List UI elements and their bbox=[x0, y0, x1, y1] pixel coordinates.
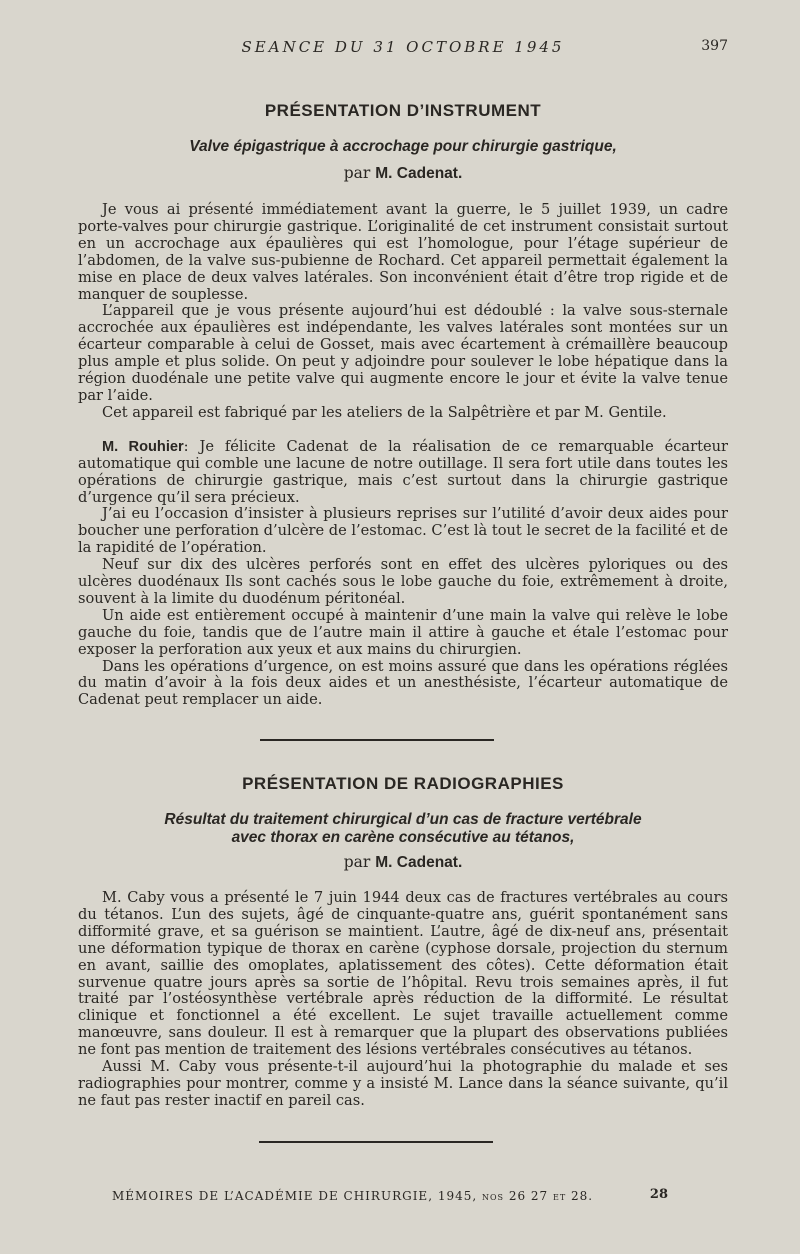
radiographies-body bbox=[78, 890, 728, 1110]
discussion-text: : Je félicite Cadenat de la réalisation de ce remarquable écarteur automatique qui comble une lacune de notre outillage. Il sera fort utile dans toutes les opérations de chirurgie gastrique, mais c’est surtout dans la chirurgie gastrique d’urgence qu’il sera précieux. bbox=[78, 437, 728, 506]
instrument-body bbox=[78, 202, 728, 709]
author-name: M. Cadenat. bbox=[375, 854, 463, 871]
discussion-paragraph bbox=[78, 439, 728, 507]
byline-cadenat-1 bbox=[78, 164, 728, 183]
journal-citation: MÉMOIRES DE L’ACADÉMIE DE CHIRURGIE, 1945, nos 26 27 et 28. bbox=[112, 1189, 594, 1203]
section-subtitle-valve: Valve épigastrique à accrochage pour chirurgie gastrique, bbox=[189, 138, 617, 155]
section-divider bbox=[259, 1141, 493, 1143]
section-subtitle-fracture bbox=[78, 811, 728, 847]
subtitle-line: Résultat du traitement chirurgical d’un cas de fracture vertébrale bbox=[164, 811, 642, 828]
paragraph: Cet appareil est fabriqué par les ateliers de la Salpêtrière et par M. Gentile. bbox=[102, 403, 667, 421]
section-divider bbox=[260, 739, 494, 741]
subtitle-line: avec thorax en carène consécutive au tétanos, bbox=[231, 829, 575, 846]
byline-cadenat-2 bbox=[78, 853, 728, 872]
paragraph: Je vous ai présenté immédiatement avant la guerre, le 5 juillet 1939, un cadre porte-valves pour chirurgie gastrique. L’originalité de cet instrument consistait surtout en un accrochage aux épaulières qui est l’homologue, pour l’étage supérieur de l’abdomen, de la valve sus-pubienne de Rochard. Cet appareil permettait également la mise en place de deux valves latérales. Son inconvénient était d’être trop rigide et de manquer de souplesse. bbox=[78, 201, 728, 303]
paragraph: Un aide est entièrement occupé à maintenir d’une main la valve qui relève le lobe gauche du foie, tandis que de l’autre main il attire à gauche et étale l’estomac pour exposer la perforation aux yeux et aux mains du chirurgien. bbox=[78, 606, 728, 658]
sheet-number: 28 bbox=[649, 1187, 668, 1202]
running-title: SEANCE DU 31 OCTOBRE 1945 bbox=[241, 38, 565, 56]
paragraph: Dans les opérations d’urgence, on est moins assuré que dans les opérations réglées du matin d’avoir à la fois deux aides et un anesthésiste, l’écarteur automatique de Cadenat peut remplacer un aide. bbox=[78, 657, 728, 709]
page-number: 397 bbox=[701, 38, 728, 54]
running-header bbox=[78, 38, 728, 60]
paragraph: M. Caby vous a présenté le 7 juin 1944 deux cas de fractures vertébrales au cours du tétanos. L’un des sujets, âgé de cinquante-quatre ans, guérit spontanément sans difformité grave, et sa guérison se maintient. L’autre, âgé de dix-neuf ans, présentait une déformation typique de thorax en carène (cyphose dorsale, projection du sternum en avant, saillie des omoplates, aplatissement des côtes). Cette déformation était survenue quatre jours après sa sortie de l’hôpital. Revu trois semaines après, il fut traité par l’ostéosynthèse vertébrale après réduction de la difformité. Le résultat clinique et fonctionnel a été excellent. Le sujet travaille actuellement comme manœuvre, sans douleur. Il est à remarquer que la plupart des observations publiées ne font pas mention de traitement des lésions vertébrales consécutives au tétanos. bbox=[78, 889, 728, 1059]
byline-prefix: par bbox=[343, 164, 371, 182]
author-name: M. Cadenat. bbox=[375, 165, 463, 182]
paragraph: J’ai eu l’occasion d’insister à plusieurs reprises sur l’utilité d’avoir deux aides pour boucher une perforation d’ulcère de l’estomac. C’est là tout le secret de la facilité et de la rapidité de l’opération. bbox=[78, 505, 728, 557]
byline-prefix: par bbox=[343, 853, 371, 871]
section-title-instrument: PRÉSENTATION D’INSTRUMENT bbox=[264, 101, 542, 120]
section-title-radiographies: PRÉSENTATION DE RADIOGRAPHIES bbox=[242, 774, 564, 793]
paragraph: Aussi M. Caby vous présente-t-il aujourd’hui la photographie du malade et ses radiographies pour montrer, comme y a insisté M. Lance dans la séance suivante, qu’il ne faut pas rester inactif en pareil cas. bbox=[78, 1058, 728, 1109]
page-footer bbox=[78, 1187, 728, 1207]
paragraph: L’appareil que je vous présente aujourd’hui est dédoublé : la valve sous-sternale accrochée aux épaulières est indépendante, les valves latérales sont montées sur un écarteur comparable à celui de Gosset, mais avec écartement à crémaillère beaucoup plus ample et plus solide. On peut y adjoindre pour soulever le lobe hépatique dans la région duodénale une petite valve qui augmente encore le jour et évite la valve tenue par l’aide. bbox=[78, 302, 728, 404]
paragraph: Neuf sur dix des ulcères perforés sont en effet des ulcères pyloriques ou des ulcères duodénaux Ils sont cachés sous le lobe gauche du foie, extrêmement à droite, souvent à la limite du duodénum péritonéal. bbox=[78, 556, 728, 607]
speaker-name: M. Rouhier bbox=[102, 438, 184, 455]
